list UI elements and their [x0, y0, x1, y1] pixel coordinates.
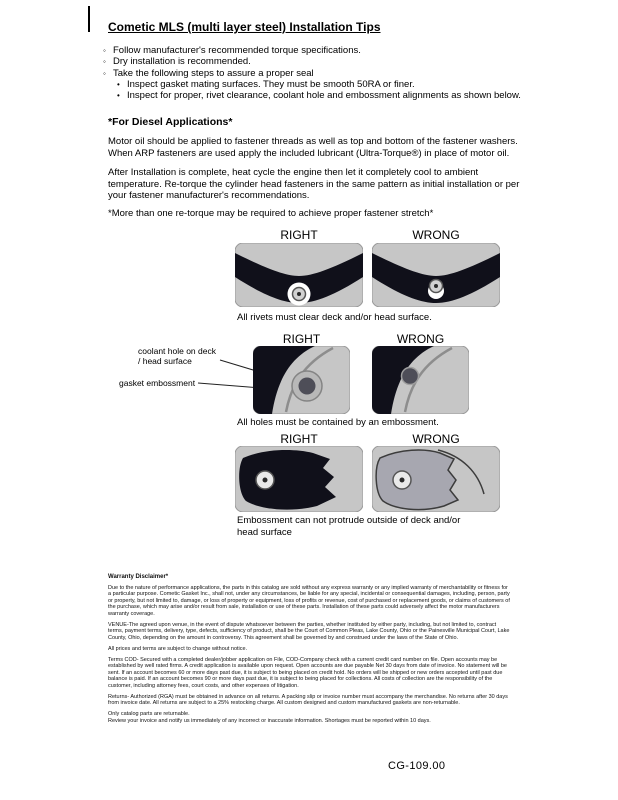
disclaimer-paragraph: Review your invoice and notify us immediately of any incorrect or inaccurate information. Shortages must be reported within 10 days.: [108, 717, 431, 724]
disclaimer-paragraph: VENUE-The agreed upon venue, in the event of dispute whatsoever between the parties, whether instituted by either party, including, but not limited to, contract terms, payment terms, delivery, type, defects, sufficiency of product, shall be the Court of Common Pleas, Lake County, Ohio or the Painesville Municipal Court, Lake County, Ohio, depending on the amount in controversy. This agreement shall be governed by and construed under the laws of the State of Ohio.: [108, 621, 510, 641]
warranty-disclaimer: [108, 574, 512, 729]
page-corner-mark: [88, 6, 90, 32]
disclaimer-paragraph: Terms COD- Secured with a completed dealer/jobber application on File, COD-Company check with a current credit card number on file. Open accounts may be established by well rated firms. A credit application is available upon request. Open accounts are due payable Net 30 days from date of invoice. No statement will be sent. If an account becomes 60 or more days past due, it is subject to being placed on credit hold. No orders will be shipped or new orders accepted until past due balance is paid. If an account becomes 90 or more days past due, it is subject to being placed for collections. All costs of collection are the responsibility of the customer, including attorney fees, court costs, and other expenses of litigation.: [108, 656, 507, 689]
page-title: Cometic MLS (multi layer steel) Installation Tips: [108, 20, 381, 34]
catalog-page-number: CG-109.00: [388, 760, 446, 772]
coolant-hole-label: coolant hole on deck / head surface: [138, 346, 216, 366]
list-sub-item: [117, 90, 523, 101]
list-item: [103, 56, 523, 67]
protrusion-wrong-diagram: [372, 446, 500, 512]
right-label-row3: RIGHT: [280, 432, 318, 446]
row2-caption: All holes must be contained by an embossment.: [237, 417, 439, 428]
row1-caption: All rivets must clear deck and/or head surface.: [237, 312, 432, 323]
disclaimer-heading: Warranty Disclaimer*: [108, 574, 169, 580]
embossment-wrong-diagram: [372, 346, 469, 414]
diesel-paragraph-2: After Installation is complete, heat cycle the engine then let it completely cool to ambient temperature. Re-torque the cylinder head fasteners in the same pattern as initial installation or per your fastener manufacturer's recommendations.: [108, 167, 520, 202]
list-item-text: Inspect for proper, rivet clearance, coolant hole and embossment alignments as shown below.: [127, 90, 521, 102]
list-item: [103, 45, 523, 56]
row3-caption: Embossment can not protrude outside of deck and/or head surface: [237, 515, 461, 538]
bullet-icon: •: [117, 79, 120, 89]
disclaimer-paragraph: Only catalog parts are returnable.: [108, 711, 190, 717]
rivet-right-diagram: [235, 243, 363, 307]
wrong-label-row1: WRONG: [412, 228, 460, 242]
list-sub-item: [117, 79, 523, 90]
tips-list: [103, 45, 523, 101]
wrong-label-row2: WRONG: [396, 332, 445, 346]
list-item-text: Follow manufacturer's recommended torque specifications.: [113, 45, 361, 56]
list-item-text: Inspect gasket mating surfaces. They must be smooth 50RA or finer.: [127, 78, 415, 90]
diesel-applications-heading: *For Diesel Applications*: [108, 116, 233, 128]
bullet-icon: ◦: [103, 68, 106, 78]
list-item-text: Take the following steps to assure a proper seal: [113, 67, 314, 79]
right-label-row1: RIGHT: [280, 228, 318, 242]
rivet-wrong-diagram: [372, 243, 500, 307]
retorque-note: *More than one re-torque may be required to achieve proper fastener stretch*: [108, 208, 434, 219]
bullet-icon: ◦: [103, 57, 106, 67]
protrusion-right-diagram: [235, 446, 363, 512]
right-label-row2: RIGHT: [282, 332, 321, 346]
disclaimer-paragraph: Returns- Authorized (RGA) must be obtained in advance on all returns. A packing slip or invoice number must accompany the merchandise. No returns after 30 days from invoice date. All returns are subject to a 25% restocking charge. All custom designed and custom manufactured gaskets are non-returnable.: [108, 693, 508, 706]
list-item: [103, 68, 523, 79]
embossment-right-diagram: [253, 346, 350, 414]
diesel-paragraph-1: Motor oil should be applied to fastener threads as well as top and bottom of the fastener washers. When ARP fasteners are used apply the included lubricant (Ultra-Torque®) in place of motor oil.: [108, 136, 518, 159]
disclaimer-paragraph: Due to the nature of performance applications, the parts in this catalog are sold without any express warranty or any implied warranty of merchantability or fitness for a particular purpose. Cometic Gasket Inc., shall not, under any circumstances, be liable for any special, incidental or consequential damages, including, person, party or property, but not limited to, damage, or loss of property or equipment, loss of profits or revenue, cost of purchased or replacement goods, or claims of customers of the purchase, which may arise and/or result from sale, installation or use of these parts. Installation of these parts could adversely affect the motor manufacturers warranty coverage.: [108, 584, 510, 617]
wrong-label-row3: WRONG: [412, 432, 460, 446]
bullet-icon: ◦: [103, 46, 106, 55]
gasket-embossment-label: gasket embossment: [119, 378, 196, 388]
disclaimer-paragraph: All prices and terms are subject to change without notice.: [108, 645, 248, 652]
bullet-icon: •: [117, 91, 120, 101]
list-item-text: Dry installation is recommended.: [113, 56, 251, 68]
